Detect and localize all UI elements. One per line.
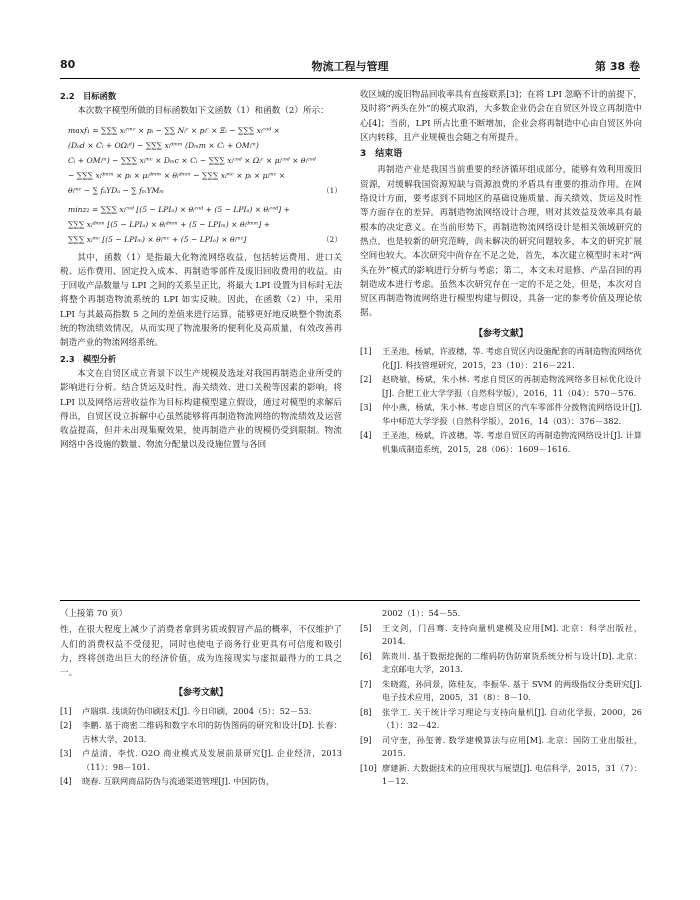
reference-item <box>360 678 642 705</box>
reference-text: 卢瑞琪. 浅谈防伪印刷技术[J]. 今日印刷，2004（5）：52－53. <box>82 705 312 716</box>
reference-number: [9] <box>360 734 372 745</box>
equation-1-number: （1） <box>321 185 342 195</box>
reference-item <box>60 775 342 789</box>
reference-number: [3] <box>60 748 72 759</box>
reference-number: [1] <box>360 346 372 357</box>
analysis-paragraph: 本文在自贸区成立背景下以生产规模及选址对我国再制造企业所受的影响进行分析。结合货运及时性、海关绩效、进口关税等因素的影响，将 LPI 以及网络运营收益作为目标构建模型建立假设，通过对模型的求解后得出，自贸区设立拆解中心虽然能够将再制造物流网络的物流绩效及运营收益提高，但并未出现集聚效果，使再制造产业的规模仍受到限制。物流网络中各设施的数量、物流分配量以及设施位置与各回 <box>60 368 342 451</box>
reference-text: 仲小燕，杨斌，朱小林. 考虑自贸区的汽车零部件分拨物流网络设计[J]. 华中师范大学学报（自然科学版），2016，14（03）：376－382. <box>382 402 642 426</box>
reference-number: [4] <box>60 776 72 787</box>
reference-item <box>360 734 642 761</box>
references-title: 【参考文献】 <box>473 328 528 339</box>
reference-number: [6] <box>360 650 372 661</box>
reference-text: 王圣池，杨斌，许波穗，等. 考虑自贸区的再制造物流网络设计[J]. 计算机集成制造系统，2015，28（06）：1609－1616. <box>382 430 642 454</box>
reference-text: 王圣池，杨斌，许波穗，等. 考虑自贸区内设施配套的再制造物流网络优化[J]. 科技管理研究，2015，23（10）：216－221. <box>382 346 642 370</box>
section-divider-rule <box>60 600 640 601</box>
reference-number: [2] <box>60 720 72 731</box>
equation-1-line <box>60 183 342 198</box>
reference-number: [3] <box>360 402 372 413</box>
reference-item <box>360 401 642 428</box>
equation-2-last-term: ∑∑∑ xᵢᵐᶜ [(5 − LPIₘ) × θᵢᵐᶜ + (5 − LPIₒ) × θᵢᵐᶜ] <box>68 234 247 244</box>
reference-tail-text: 2002（1）：54－55. <box>382 608 461 618</box>
reference-text: 司守奎，孙玺菁. 数学建模算法与应用[M]. 北京：国防工业出版社，2015. <box>382 734 642 758</box>
reference-item <box>360 650 642 677</box>
conclusion-paragraph: 再制造产业是我国当前重要的经济循环组成部分，能够有效利用废旧资源，对缓解我国资源短缺与资源浪费的矛盾具有重要的推动作用。在网络设计方面，要考虑到不同地区的基础设施质量、海关绩效、货运及时性等方面存在的差异。再制造物流网络设计合理，则对其效益及效率具有最根本的决定意义。在当前形势下，再制造物流网络设计是相关领域研究的热点，也是较新的研究范畴，尚未解决的研究问题较多，本文的研究扩展空间也较大。本次研究中尚存在不足之处，首先，本次建立模型时未对“两头在外”模式的影响进行分析与考虑；第二，本文未对退修、产品召回的再制造成本进行考虑。虽然本次研究存在一定的不足之处，但是，本次对自贸区再制造物流网络进行模型构建与假设，具备一定的参考价值及理论依据。 <box>360 165 642 319</box>
equation-1-line: − ∑∑∑ xᵢᵈᵐᵐ × pᵢ × μᵢᵈᵐᵐ × θᵢᵈᵐᵐ − ∑∑∑ xᵢᵐᶜ × pᵢ × μᵢᵐᶜ × <box>68 170 286 180</box>
reference-item <box>360 429 642 456</box>
reference-number: [2] <box>360 374 372 385</box>
right-column-top <box>360 88 642 457</box>
reference-text: 张学工. 关于统计学习理论与支持向量机[J]. 自动化学报，2000，26（1）：32－42. <box>382 706 642 730</box>
left-column-top <box>60 88 342 453</box>
reference-text: 朱晓霞，孙同景，陈桂友，李振华. 基于 SVM 的两级指纹分类研究[J]. 电子技术应用，2005，31（8）：8－10. <box>382 678 642 702</box>
section-2-2-heading: 2.2 目标函数 <box>60 91 117 101</box>
references-title-bottom: 【参考文献】 <box>173 688 228 699</box>
reference-number: [10] <box>360 762 377 773</box>
reference-text: 陈贵川. 基于数据挖掘的二维码防伪防窜货系统分析与设计[D]. 北京：北京邮电大学，2013. <box>382 650 642 674</box>
reference-list-bottom-right <box>360 622 642 789</box>
equation-1-line: (Dₒd × Cᵢ + OΩᵢᵈ) − ∑∑∑ xᵢᵈᵐᵐ (Dₘm × Cᵢ + OMᵢᵐ) <box>68 140 259 150</box>
reference-item <box>360 345 642 372</box>
equation-1-line: maxf₁ = ∑∑∑ xᵢᶜᵐᶜ × pᵢ − ∑∑ Nᵢᶜ × pᵢᶜ × Ξᵢ − ∑∑∑ xᵢᶜᵒᵈ × <box>68 125 280 135</box>
reference-item <box>60 705 342 719</box>
header-rule <box>60 78 640 79</box>
equation-1-last-term: θᵢᵐᶜ − ∑ fₐYDₐ − ∑ fₘYMₘ <box>68 185 165 195</box>
section-2-3-heading: 2.3 模型分析 <box>60 353 117 364</box>
reference-item <box>360 622 642 649</box>
equation-2-line <box>60 232 342 247</box>
reference-tail <box>360 607 642 621</box>
left-column-bottom <box>60 607 342 790</box>
reference-number: [1] <box>60 705 72 716</box>
right-column-bottom <box>360 607 642 790</box>
equation-2 <box>60 202 342 247</box>
reference-list <box>360 345 642 456</box>
reference-text: 李鹏. 基于商密二维码和数字水印的防伪图码的研究和设计[D]. 长春：吉林大学，2013. <box>82 720 342 744</box>
reference-number: [4] <box>360 430 372 441</box>
reference-item <box>360 762 642 789</box>
reference-text: 晓春. 互联网商品防伪与流通渠道管理[J]. 中国防伪， <box>82 776 275 787</box>
continued-paragraph: 收区域的废旧物品回收率具有直接联系[3]；在将 LPI 忽略不计的前提下，及时将“两头在外”的模式取消，大多数企业仍会在自贸区外设立再制造中心[4]；当前，LPI 所占比重不断增加，企业会将再制造中心由自贸区外向区内转移，且产业规模也会随之有所提升。 <box>360 90 642 143</box>
reference-item <box>60 747 342 774</box>
reference-item <box>360 706 642 733</box>
page-number: 80 <box>60 58 76 71</box>
reference-text: 卢益清，李忱. O2O 商业模式及发展前景研究[J]. 企业经济，2013（11）：98－101. <box>82 748 342 772</box>
intro-paragraph: 本次数字模型所做的目标函数如下文函数（1）和函数（2）所示： <box>77 106 329 117</box>
reference-text: 赵晓敏，杨斌，朱小林. 考虑自贸区的再制造物流网络多目标优化设计[J]. 合肥工业大学学报（自然科学版），2016，11（04）：570－576. <box>382 374 642 398</box>
reference-text: 廖建新. 大数据技术的应用现状与展望[J]. 电信科学，2015，31（7）：1－12. <box>382 762 642 786</box>
continued-from-note: （上接第 70 页） <box>60 609 128 619</box>
equation-1 <box>60 123 342 198</box>
page-header <box>60 58 640 78</box>
equation-2-number: （2） <box>321 234 342 244</box>
explanation-paragraph: 其中，函数（1）是指最大化物流网络收益，包括转运费用、进口关税、运作费用、固定投入成本、再制造零部件及废旧回收费用的收益。由于回收产品数量与 LPI 之间的关系呈正比，将最大 LPI 设置为目标时无法将整个再制造物流系统的 LPI 如实反映。因此，在函数（2）中，采用 LPI 与其最高指数 5 之间的差值来进行运算，能够更好地反映整个物流系统的物流绩效情况，从而实现了物流服务的便利化及高质量，有效改善再制造产业的物流网络系统。 <box>60 252 342 349</box>
journal-title: 物流工程与管理 <box>311 60 389 73</box>
reference-number: [7] <box>360 678 372 689</box>
reference-text: 王文剑，门昌骞. 支持向量机建模及应用[M]. 北京：科学出版社，2014. <box>382 622 642 646</box>
reference-item <box>60 719 342 746</box>
reference-number: [5] <box>360 622 372 633</box>
section-3-heading: 3 结束语 <box>360 149 403 160</box>
reference-number: [8] <box>360 706 372 717</box>
continued-paragraph-bottom: 性，在很大程度上减少了消费者拿到劣质或假冒产品的概率，不仅维护了人们的消费权益不受侵犯，同时也使电子商务行业更具有可信度和吸引力，终将创造出巨大的经济价值，成为连接现实与虚拟最得力的工具之一。 <box>60 625 342 679</box>
equation-2-line: ∑∑∑ xᵢᵈᵐᵐ [(5 − LPIₐ) × θᵢᵈᵐᵐ + (5 − LPIₘ) × θᵢᵈᵐᵐ] + <box>68 219 271 229</box>
equation-1-line: Cᵢ + OMᵢᵐ) − ∑∑∑ xᵢᵐᶜ × Dₘc × Cᵢ − ∑∑∑ xᵢᶜᵒᵈ × Ωᵢᶜ × μᵢᶜᵒᵈ × θᵢᶜᵒᵈ <box>68 155 316 165</box>
volume-label: 第 38 卷 <box>595 60 640 73</box>
reference-item <box>360 373 642 400</box>
reference-list-bottom-left <box>60 705 342 789</box>
equation-2-line: minz₂ = ∑∑∑ xᵢᶜᵒᵈ [(5 − LPIₒ) × θᵢᶜᵒᵈ + (5 − LPIₐ) × θᵢᶜᵒᵈ] + <box>68 204 291 214</box>
